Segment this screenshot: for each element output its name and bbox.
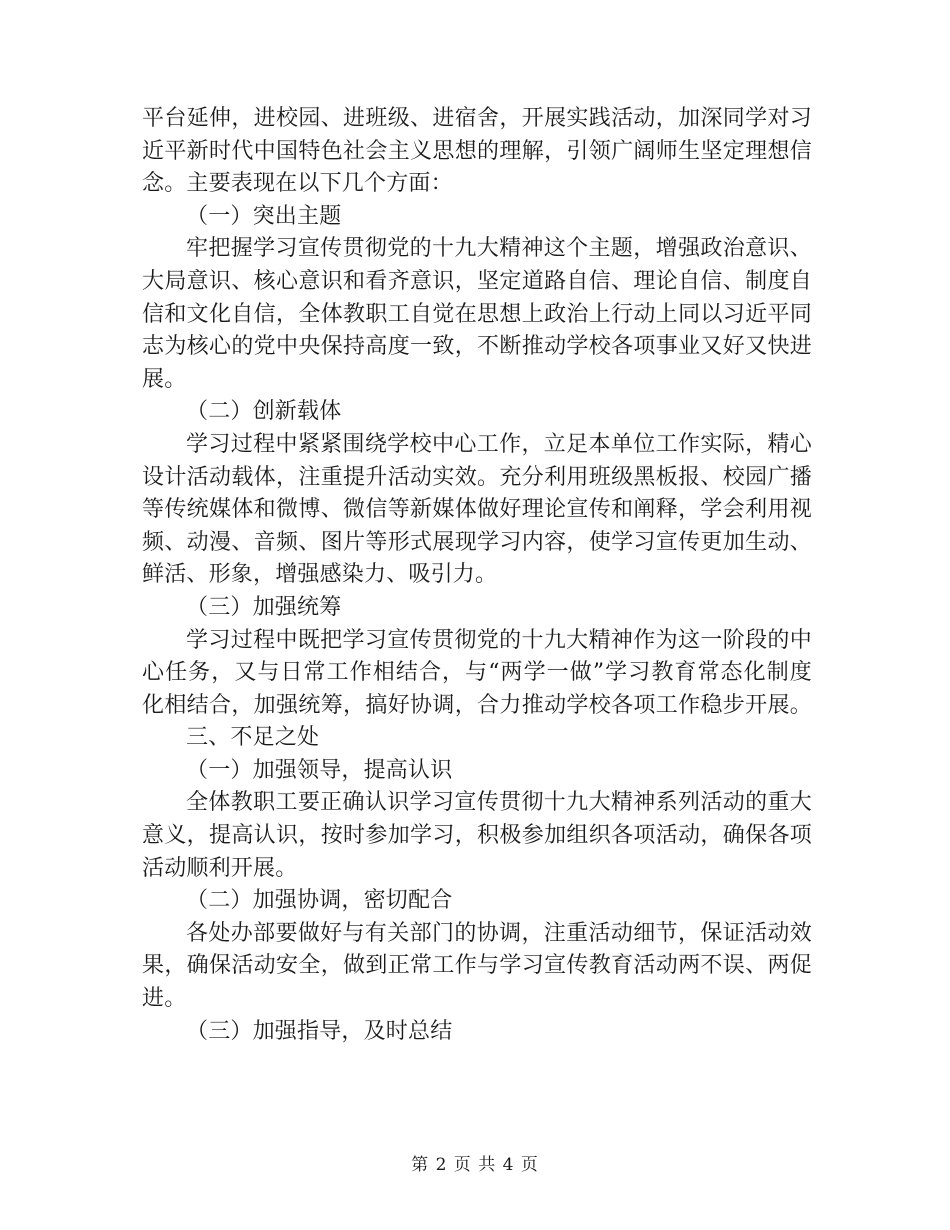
- text-line: 各处办部要做好与有关部门的协调，注重活动细节，保证活动效: [186, 920, 812, 946]
- text-line: 信和文化自信，全体教职工自觉在思想上政治上行动上同以习近平同: [142, 301, 812, 327]
- text-line: 果，确保活动安全，做到正常工作与学习宣传教育活动两不误、两促: [142, 953, 812, 979]
- text-line: 鲜活、形象，增强感染力、吸引力。: [142, 562, 498, 588]
- text-line: （三）加强统筹: [186, 594, 342, 620]
- text-line: 展。: [142, 366, 187, 392]
- text-line: 学习过程中既把学习宣传贯彻党的十九大精神作为这一阶段的中: [186, 627, 812, 653]
- text-line: （二）加强协调，密切配合: [186, 888, 453, 914]
- text-line: 活动顺利开展。: [142, 855, 298, 881]
- text-line: 频、动漫、音频、图片等形式展现学习内容，使学习宣传更加生动、: [142, 529, 812, 555]
- text-line: 大局意识、核心意识和看齐意识，坚定道路自信、理论自信、制度自: [142, 268, 812, 294]
- document-body: [142, 103, 812, 1048]
- page-number-footer: 第 2 页 共 4 页: [411, 1155, 539, 1175]
- text-line: 意义，提高认识，按时参加学习，积极参加组织各项活动，确保各项: [142, 823, 812, 849]
- text-line: （一）突出主题: [186, 203, 342, 229]
- text-line: 念。主要表现在以下几个方面：: [142, 171, 453, 197]
- text-line: 等传统媒体和微博、微信等新媒体做好理论宣传和阐释，学会利用视: [142, 497, 812, 523]
- text-line: 近平新时代中国特色社会主义思想的理解，引领广阔师生坚定理想信: [142, 138, 812, 164]
- text-line: 心任务，又与日常工作相结合，与“两学一做”学习教育常态化制度: [142, 660, 812, 686]
- text-line: 志为核心的党中央保持高度一致，不断推动学校各项事业又好又快进: [142, 334, 812, 360]
- text-line: 设计活动载体，注重提升活动实效。充分利用班级黑板报、校园广播: [142, 464, 812, 490]
- text-line: 全体教职工要正确认识学习宣传贯彻十九大精神系列活动的重大: [186, 790, 812, 816]
- text-line: 平台延伸，进校园、进班级、进宿舍，开展实践活动，加深同学对习: [142, 106, 812, 131]
- text-line: （二）创新载体: [186, 399, 342, 425]
- text-line: 三、不足之处: [186, 725, 320, 751]
- text-line: （三）加强指导，及时总结: [186, 1018, 453, 1044]
- text-line: 牢把握学习宣传贯彻党的十九大精神这个主题，增强政治意识、: [186, 236, 812, 262]
- text-line: （一）加强领导，提高认识: [186, 757, 453, 783]
- text-line: 学习过程中紧紧围绕学校中心工作，立足本单位工作实际，精心: [186, 431, 812, 457]
- text-line: 进。: [142, 986, 187, 1012]
- text-line: 化相结合，加强统筹，搞好协调，合力推动学校各项工作稳步开展。: [142, 692, 812, 718]
